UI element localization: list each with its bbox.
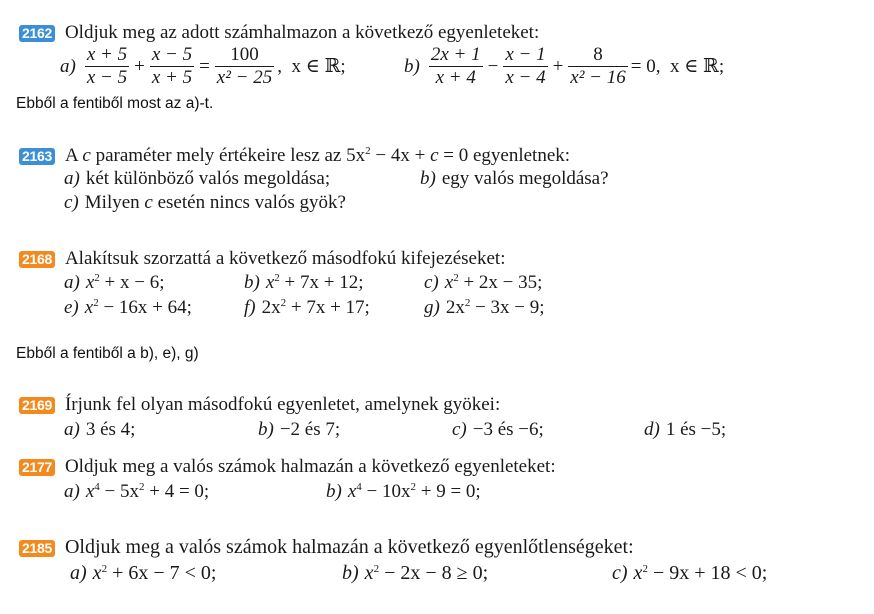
problem-2185-header (19, 536, 634, 559)
problem-2162-item-b (404, 44, 724, 89)
fraction (429, 44, 483, 89)
item-label: b) (404, 55, 420, 77)
problem-2185-item-a: a) $x^2 + 6x - 7 < 0$; (70, 562, 217, 584)
problem-2163-item-c: c) Milyen c esetén nincs valós gyök? (64, 192, 346, 213)
note-2: Ebből a fentiből a b), e), g) (16, 345, 199, 362)
suffix: = 0, x ∈ ℝ; (630, 56, 725, 77)
problem-2168-item-a: a) $x^2 + x - 6$; (64, 272, 165, 293)
problem-number-badge: 2162 (19, 25, 55, 42)
operator: + (552, 55, 564, 77)
item-label: a) (60, 55, 76, 77)
operator: − (487, 55, 499, 77)
problem-2185-item-b: b) $x^2 - 2x - 8 \ge 0$; (342, 562, 489, 584)
numerator: x − 5 (151, 44, 193, 65)
problem-2169-item-a: a) 3 és 4; (64, 419, 136, 440)
problem-2168-item-g: g) $2x^2 - 3x - 9$; (424, 297, 545, 318)
problem-2168-item-c: c) $x^2 + 2x - 35$; (424, 272, 543, 293)
operator: + (134, 55, 145, 77)
item-label: a) (64, 168, 80, 189)
problem-2168-item-f: f) $2x^2 + 7x + 17$; (244, 297, 370, 318)
fraction (150, 44, 194, 89)
operator: = (199, 55, 210, 77)
problem-number-badge: 2169 (19, 397, 55, 414)
problem-number-badge: 2163 (19, 148, 55, 165)
item-label: b) (420, 168, 436, 189)
numerator: 100 (215, 44, 274, 67)
problem-2163-header (19, 145, 570, 167)
problem-prompt: A c paraméter mely értékeire lesz az $5x^2 - 4x + c = 0$ egyenletnek: (64, 145, 571, 166)
problem-2177-item-a: a) $x^4 - 5x^2 + 4 = 0$; (64, 481, 210, 502)
problem-prompt: Alakítsuk szorzattá a következő másodfokú kifejezéseket: (64, 248, 506, 269)
denominator: x − 4 (505, 67, 546, 88)
item-label: c) (64, 192, 79, 213)
problem-prompt: Írjunk fel olyan másodfokú egyenletet, amelynek gyökei: (64, 394, 501, 415)
item-text: két különböző valós megoldása; (85, 168, 331, 189)
problem-2163-item-b (420, 168, 609, 190)
denominator: x² − 25 (216, 67, 273, 88)
denominator: x + 5 (151, 67, 193, 88)
problem-2185-item-c: c) $x^2 - 9x + 18 < 0$; (612, 562, 768, 584)
problem-2162-item-a (60, 44, 346, 89)
problem-2169-item-d: d) 1 és −5; (644, 419, 727, 440)
fraction (503, 44, 547, 89)
fraction (215, 44, 274, 89)
problem-prompt: Oldjuk meg a valós számok halmazán a következő egyenlőtlenségeket: (64, 536, 634, 558)
fraction (568, 44, 627, 89)
denominator: x² − 16 (570, 67, 626, 88)
item-text: egy valós megoldása? (441, 168, 609, 189)
numerator: x − 1 (505, 44, 546, 65)
suffix: , x ∈ ℝ; (277, 56, 346, 77)
problem-2169-header (19, 394, 500, 416)
numerator: 2x + 1 (430, 44, 481, 65)
problem-2168-item-b: b) $x^2 + 7x + 12$; (244, 272, 364, 293)
problem-prompt: Oldjuk meg a valós számok halmazán a következő egyenleteket: (64, 456, 556, 477)
denominator: x + 4 (435, 67, 476, 88)
problem-number-badge: 2185 (19, 540, 55, 557)
problem-2163-item-a (64, 168, 330, 190)
note-1: Ebből a fentiből most az a)-t. (16, 95, 214, 112)
problem-2168-item-e: e) $x^2 - 16x + 64$; (64, 297, 192, 318)
problem-2168-header (19, 248, 505, 270)
problem-2177-item-b: b) $x^4 - 10x^2 + 9 = 0$; (326, 481, 481, 502)
problem-2169-item-c: c) −3 és −6; (452, 419, 544, 440)
numerator: 8 (568, 44, 627, 67)
problem-number-badge: 2177 (19, 459, 55, 476)
problem-2177-header (19, 456, 556, 478)
problem-prompt: Oldjuk meg az adott számhalmazon a következő egyenleteket: (64, 22, 540, 43)
problem-2169-item-b: b) −2 és 7; (258, 419, 341, 440)
problem-2162-header (19, 22, 539, 44)
fraction (85, 44, 129, 89)
numerator: x + 5 (86, 44, 128, 65)
denominator: x − 5 (86, 67, 128, 88)
problem-number-badge: 2168 (19, 251, 55, 268)
